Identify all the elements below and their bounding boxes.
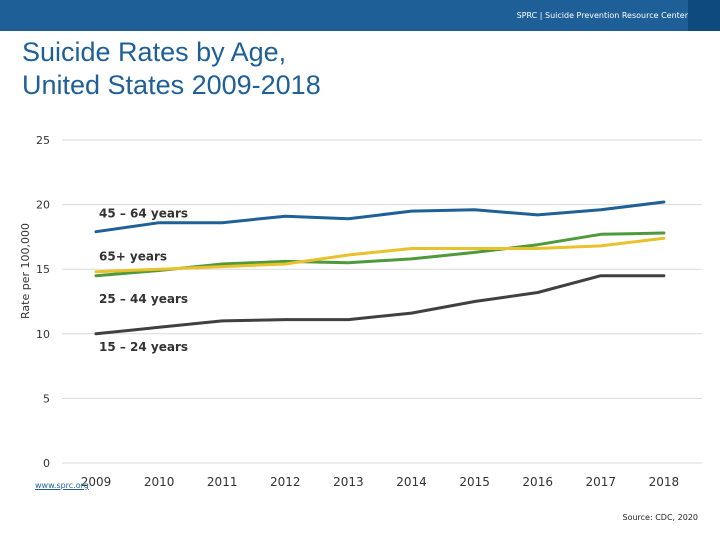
y-tick-label: 10 [36, 327, 50, 341]
x-tick-labels [81, 475, 679, 489]
x-tick-label: 2011 [206, 475, 238, 489]
org-label: SPRC | Suicide Prevention Resource Center [516, 11, 688, 20]
series-label-3: 15 – 24 years [99, 339, 189, 354]
x-tick-label: 2016 [522, 475, 553, 489]
y-axis-label: Rate per 100,000 [19, 223, 32, 319]
x-tick-label: 2013 [333, 475, 364, 489]
x-tick-label: 2017 [585, 475, 617, 489]
y-tick-labels [36, 134, 50, 470]
sprc-website-link[interactable]: www.sprc.org [35, 481, 89, 490]
title-line-2: United States 2009-2018 [22, 70, 321, 100]
title-line-1: Suicide Rates by Age, [22, 37, 287, 67]
y-tick-label: 0 [43, 457, 50, 470]
source-note: Source: CDC, 2020 [622, 513, 698, 522]
y-tick-label: 25 [36, 134, 50, 147]
x-tick-label: 2015 [459, 475, 490, 489]
y-tick-label: 15 [36, 263, 50, 277]
x-tick-label: 2018 [648, 475, 680, 489]
series-lines [96, 202, 664, 334]
x-tick-label: 2010 [143, 475, 175, 489]
x-tick-label: 2014 [396, 475, 427, 489]
series-label-0: 45 – 64 years [99, 206, 189, 221]
x-tick-label: 2012 [270, 475, 301, 489]
y-tick-label: 5 [43, 392, 50, 406]
x-tick-label: 2009 [80, 475, 112, 489]
series-label-2: 25 – 44 years [99, 291, 189, 306]
y-tick-label: 20 [36, 198, 50, 212]
series-label-1: 65+ years [99, 249, 168, 264]
